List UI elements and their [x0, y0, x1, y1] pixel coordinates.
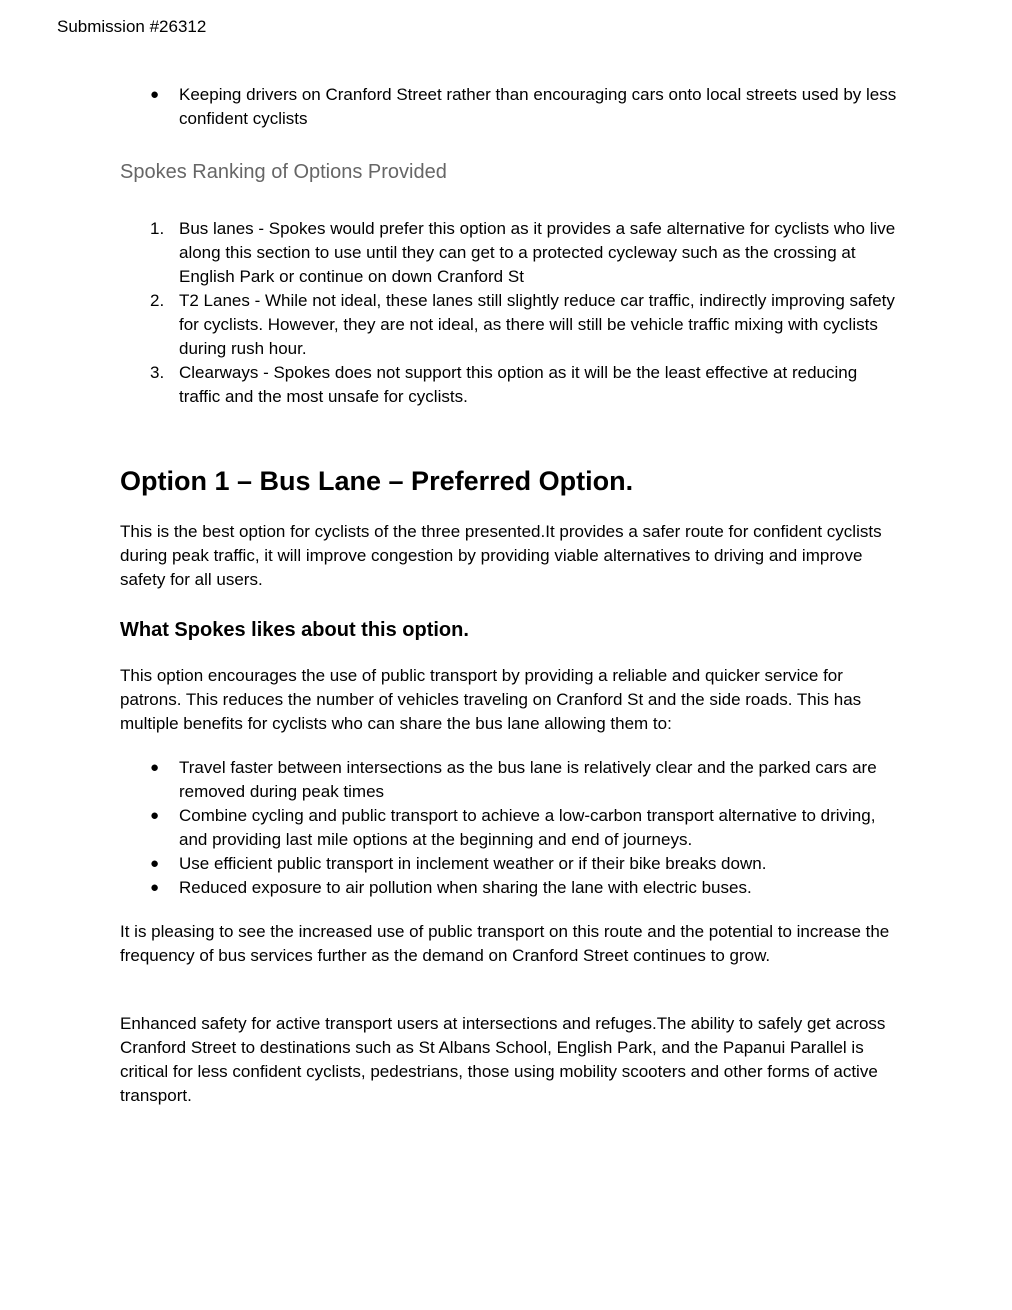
public-transport-paragraph: It is pleasing to see the increased use of public transport on this route and the potential to increase the frequency of bus services further as the demand on Cranford Street continues to grow.	[120, 922, 890, 965]
bullet-marker: ●	[150, 855, 160, 872]
submission-label: Submission #26312	[57, 17, 207, 36]
bullet-text: Use efficient public transport in inclement weather or if their bike breaks down.	[179, 854, 767, 873]
list-item	[120, 361, 900, 409]
bullet-marker: ●	[150, 759, 160, 776]
list-text: T2 Lanes - While not ideal, these lanes still slightly reduce car traffic, indirectly improving safety for cyclists. However, they are not ideal, as there will still be vehicle traffic mixing with cyclists during rush hour.	[179, 291, 895, 358]
list-item	[120, 876, 900, 900]
list-text: Bus lanes - Spokes would prefer this option as it provides a safe alternative for cyclists who live along this section to use until they can get to a protected cycleway such as the crossing at English Park or continue on down Cranford St	[179, 219, 896, 286]
list-text: Clearways - Spokes does not support this option as it will be the least effective at reducing traffic and the most unsafe for cyclists.	[179, 363, 858, 406]
safety-paragraph: Enhanced safety for active transport users at intersections and refuges.The ability to safely get across Cranford Street to destinations such as St Albans School, English Park, and the Papanui Parallel is critical for less confident cyclists, pedestrians, those using mobility scooters and other forms of active transport.	[120, 1014, 886, 1105]
likes-intro: This option encourages the use of public transport by providing a reliable and quicker service for patrons. This reduces the number of vehicles traveling on Cranford St and the side roads. This has multiple benefits for cyclists who can share the bus lane allowing them to:	[120, 666, 862, 733]
bullet-marker: ●	[150, 879, 160, 896]
list-item	[120, 852, 900, 876]
list-item	[120, 289, 900, 361]
likes-heading: What Spokes likes about this option.	[120, 619, 469, 641]
bullet-marker: ●	[150, 86, 160, 103]
option1-intro: This is the best option for cyclists of the three presented.It provides a safer route for confident cyclists during peak traffic, it will improve congestion by providing viable alternatives to driving and improve safety for all users.	[120, 522, 882, 589]
list-number: 1.	[150, 219, 165, 238]
list-item	[120, 83, 900, 131]
bullet-text: Keeping drivers on Cranford Street rather than encouraging cars onto local streets used by less confident cyclists	[179, 85, 897, 128]
ranking-subtitle: Spokes Ranking of Options Provided	[120, 161, 447, 183]
list-item	[120, 756, 900, 804]
list-number: 3.	[150, 363, 165, 382]
ranking-list	[120, 217, 900, 409]
option1-heading: Option 1 – Bus Lane – Preferred Option.	[120, 466, 634, 496]
benefits-list	[120, 756, 900, 900]
intro-bullet-list	[120, 83, 900, 131]
list-item	[120, 217, 900, 289]
bullet-text: Reduced exposure to air pollution when sharing the lane with electric buses.	[179, 878, 752, 897]
bullet-marker: ●	[150, 807, 160, 824]
bullet-text: Combine cycling and public transport to achieve a low-carbon transport alternative to driving, and providing last mile options at the beginning and end of journeys.	[179, 806, 876, 849]
bullet-text: Travel faster between intersections as the bus lane is relatively clear and the parked cars are removed during peak times	[179, 758, 877, 801]
list-number: 2.	[150, 291, 165, 310]
list-item	[120, 804, 900, 852]
